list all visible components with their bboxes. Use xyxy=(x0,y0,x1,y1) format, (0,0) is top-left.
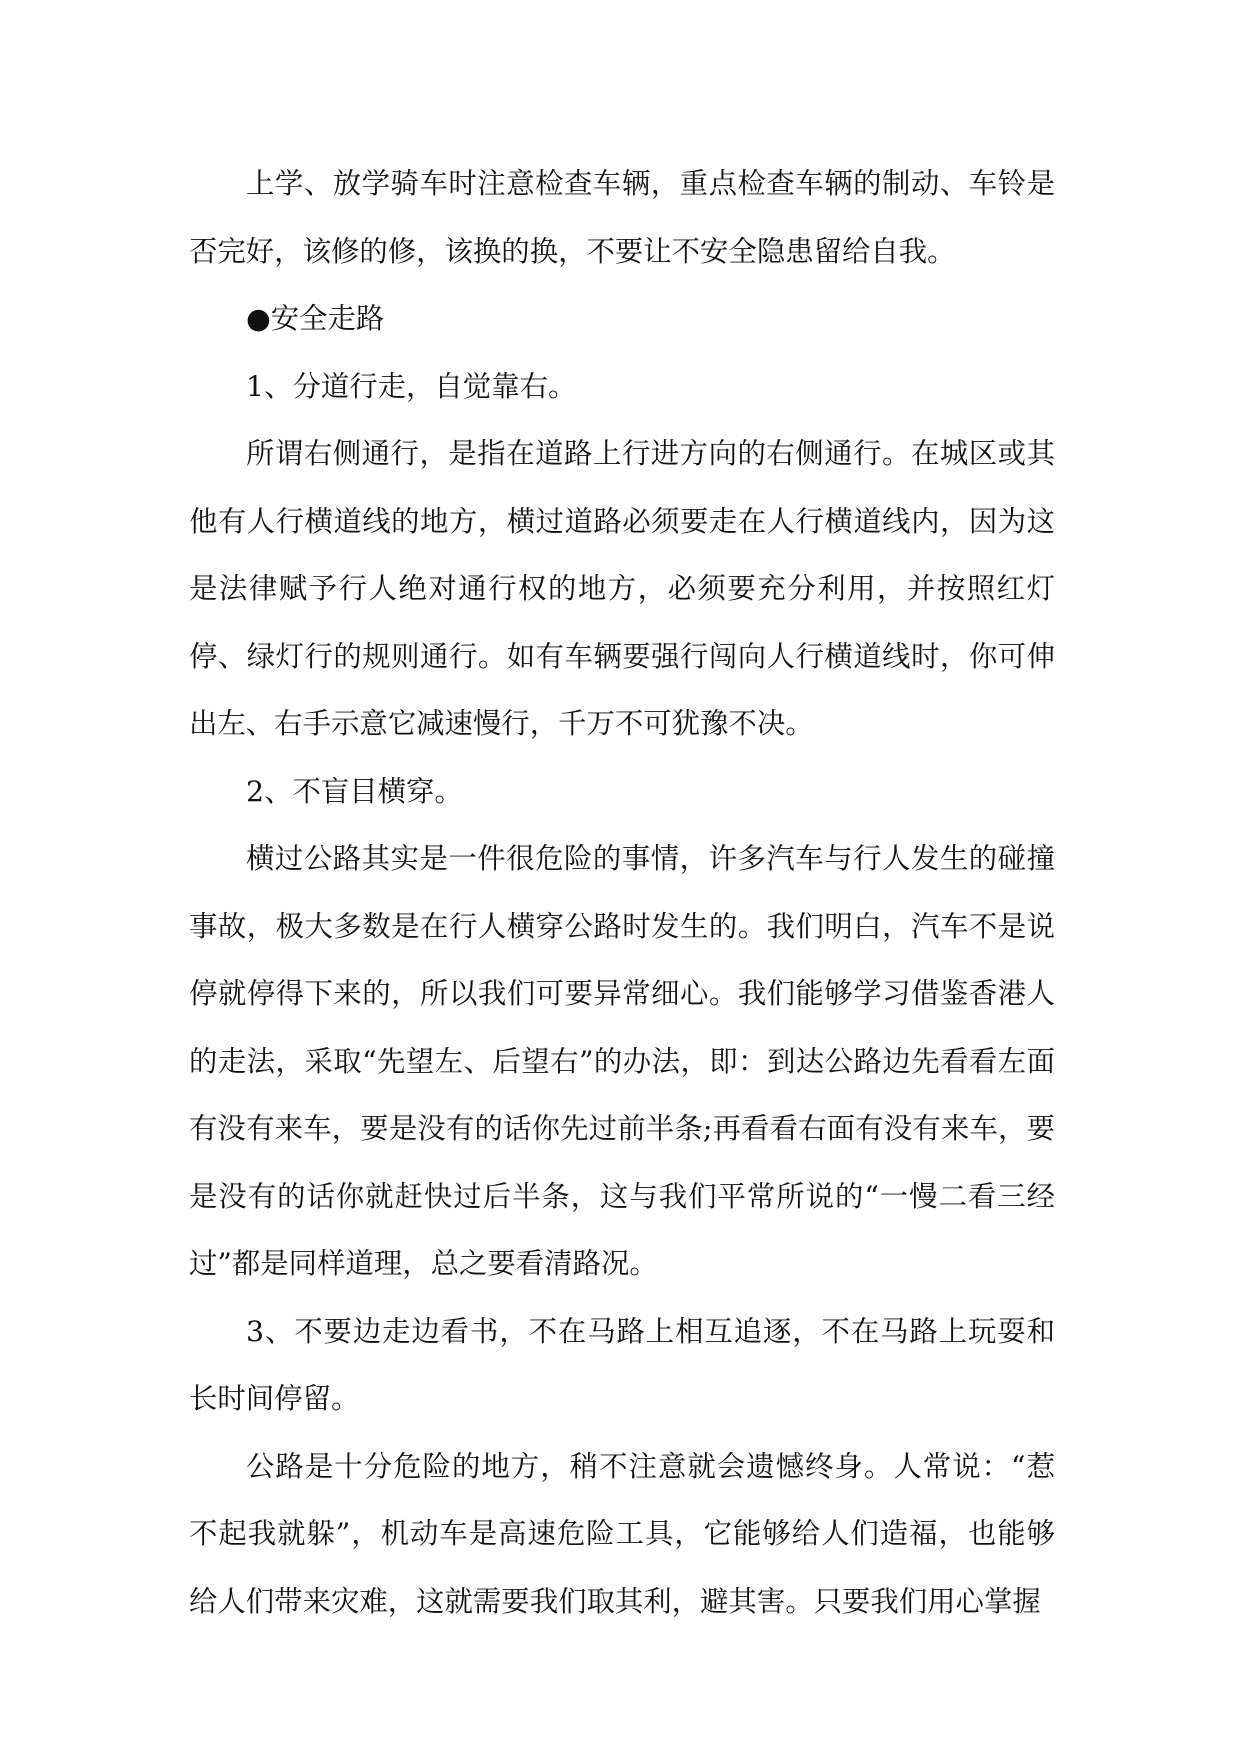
document-page xyxy=(189,150,1055,1635)
item-heading-1: 1、分道行走，自觉靠右。 xyxy=(246,369,577,403)
section-heading-safe-walking: ●安全走路 xyxy=(246,302,385,335)
paragraph-right-side-walking: 所谓右侧通行，是指在道路上行进方向的右侧通行。在城区或其他有人行横道线的地方，横过道路必须要走在人行横道线内，因为这是法律赋予行人绝对通行权的地方，必须要充分利用，并按照红灯停、绿灯行的规则通行。如有车辆要强行闯向人行横道线时，你可伸出左、右手示意它减速慢行，千万不可犹豫不决。 xyxy=(189,437,1055,740)
paragraph-bicycle-check: 上学、放学骑车时注意检查车辆，重点检查车辆的制动、车铃是否完好，该修的修，该换的换，不要让不安全隐患留给自我。 xyxy=(189,167,1055,268)
paragraph-road-danger: 公路是十分危险的地方，稍不注意就会遗憾终身。人常说：“惹不起我就躲”，机动车是高速危险工具，它能够给人们造福，也能够给人们带来灾难，这就需要我们取其利，避其害。只要我们用心掌握 xyxy=(189,1449,1055,1618)
paragraph-crossing-road: 横过公路其实是一件很危险的事情，许多汽车与行人发生的碰撞事故，极大多数是在行人横穿公路时发生的。我们明白，汽车不是说停就停得下来的，所以我们可要异常细心。我们能够学习借鉴香港人的走法，采取“先望左、后望右”的办法，即：到达公路边先看看左面有没有来车，要是没有的话你先过前半条;再看看右面有没有来车，要是没有的话你就赶快过后半条，这与我们平常所说的“一慢二看三经过”都是同样道理，总之要看清路况。 xyxy=(189,842,1055,1280)
item-heading-3: 3、不要边走边看书，不在马路上相互追逐，不在马路上玩耍和长时间停留。 xyxy=(189,1314,1055,1415)
item-heading-2: 2、不盲目横穿。 xyxy=(246,774,463,808)
